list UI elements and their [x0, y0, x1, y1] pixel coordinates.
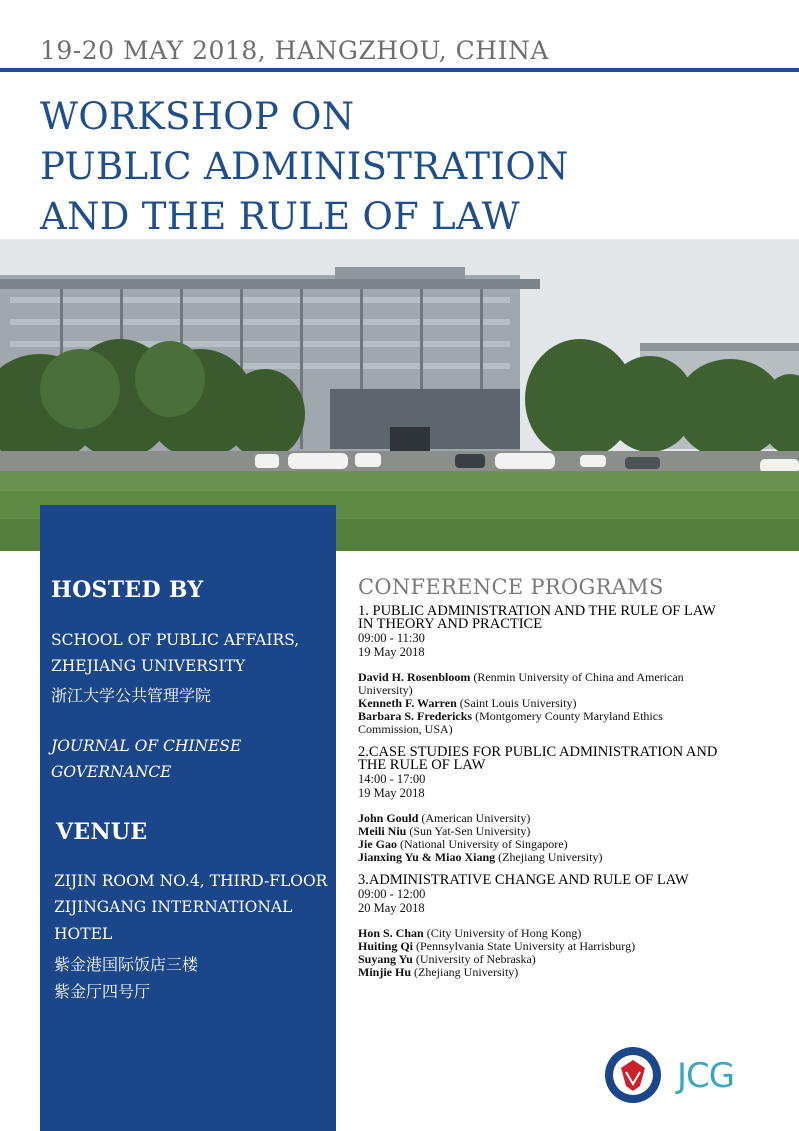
session-title: 2.CASE STUDIES FOR PUBLIC ADMINISTRATION AND	[358, 744, 718, 760]
conference-programs	[358, 575, 778, 989]
speaker-affiliation: (Montgomery County Maryland Ethics	[472, 709, 663, 723]
session-title: IN THEORY AND PRACTICE	[358, 616, 543, 632]
speaker-affiliation: (American University)	[418, 811, 531, 825]
journal-line-2: GOVERNANCE	[51, 763, 172, 781]
speaker-name: John Gould	[358, 811, 419, 825]
session-3	[358, 874, 778, 979]
hosted-by-heading: HOSTED BY	[51, 577, 204, 603]
session-date: 20 May 2018	[358, 901, 425, 915]
host-line-1: SCHOOL OF PUBLIC AFFAIRS,	[51, 631, 300, 649]
date-line: 19-20 MAY 2018, HANGZHOU, CHINA	[40, 36, 549, 65]
venue-line-4: 紫金港国际饭店三楼	[54, 955, 199, 974]
speaker-name: David H. Rosenbloom	[358, 670, 471, 684]
speaker-name: Suyang Yu	[358, 952, 413, 966]
title-line-3: AND THE RULE OF LAW	[40, 195, 520, 238]
speaker-list	[358, 812, 778, 864]
speaker-name: Kenneth F. Warren	[358, 696, 457, 710]
venue-heading: VENUE	[56, 819, 148, 845]
host-line-3: 浙江大学公共管理学院	[51, 686, 212, 705]
speaker	[358, 671, 778, 684]
speaker-name: Huiting Qi	[358, 939, 414, 953]
session-time: 09:00 - 12:00	[358, 887, 426, 901]
session-title: 3.ADMINISTRATIVE CHANGE AND RULE OF LAW	[358, 872, 689, 888]
programs-heading: CONFERENCE PROGRAMS	[358, 575, 664, 599]
session-title: THE RULE OF LAW	[358, 757, 486, 773]
speaker-affiliation-cont: Commission, USA)	[358, 722, 453, 736]
journal-line-1: JOURNAL OF CHINESE	[51, 737, 242, 755]
speaker-list	[358, 927, 778, 979]
speaker-affiliation: (Zhejiang University)	[411, 965, 519, 979]
university-seal-icon	[604, 1046, 662, 1109]
speaker-name: Minjie Hu	[358, 965, 411, 979]
speaker	[358, 966, 778, 979]
speaker-affiliation: (University of Nebraska)	[412, 952, 536, 966]
speaker-name: Jie Gao	[358, 837, 397, 851]
speaker-affiliation: (Zhejiang University)	[495, 850, 603, 864]
speaker-name: Jianxing Yu & Miao Xiang	[358, 850, 496, 864]
speaker-list	[358, 671, 778, 736]
session-time: 09:00 - 11:30	[358, 631, 425, 645]
speaker-affiliation: (City University of Hong Kong)	[423, 926, 582, 940]
speaker-name: Hon S. Chan	[358, 926, 424, 940]
speaker-affiliation-cont: University)	[358, 683, 413, 697]
speaker-name: Barbara S. Fredericks	[358, 709, 473, 723]
top-rule	[0, 68, 799, 72]
session-date: 19 May 2018	[358, 645, 425, 659]
speaker-affiliation: (Sun Yat-Sen University)	[406, 824, 531, 838]
session-time: 14:00 - 17:00	[358, 772, 426, 786]
jcg-logo: JCG	[677, 1056, 735, 1096]
page-title	[40, 92, 569, 242]
session-2	[358, 746, 778, 864]
session-date: 19 May 2018	[358, 786, 425, 800]
venue-line-3: HOTEL	[54, 925, 113, 943]
session-1	[358, 605, 778, 736]
venue-line-1: ZIJIN ROOM NO.4, THIRD-FLOOR	[54, 872, 328, 890]
venue-line-5: 紫金厅四号厅	[54, 982, 151, 1001]
session-title: 1. PUBLIC ADMINISTRATION AND THE RULE OF LAW	[358, 603, 716, 619]
speaker-name: Meili Niu	[358, 824, 407, 838]
title-line-2: PUBLIC ADMINISTRATION	[40, 145, 569, 188]
speaker	[358, 851, 778, 864]
speaker-affiliation: (Pennsylvania State University at Harrisburg)	[413, 939, 636, 953]
venue-line-2: ZIJINGANG INTERNATIONAL	[54, 898, 293, 916]
speaker-affiliation: (Saint Louis University)	[456, 696, 577, 710]
speaker-affiliation: (National University of Singapore)	[397, 837, 568, 851]
speaker-affiliation: (Renmin University of China and American	[470, 670, 684, 684]
info-sidebar	[40, 505, 336, 1131]
title-line-1: WORKSHOP ON	[40, 95, 355, 138]
host-line-2: ZHEJIANG UNIVERSITY	[51, 657, 246, 675]
